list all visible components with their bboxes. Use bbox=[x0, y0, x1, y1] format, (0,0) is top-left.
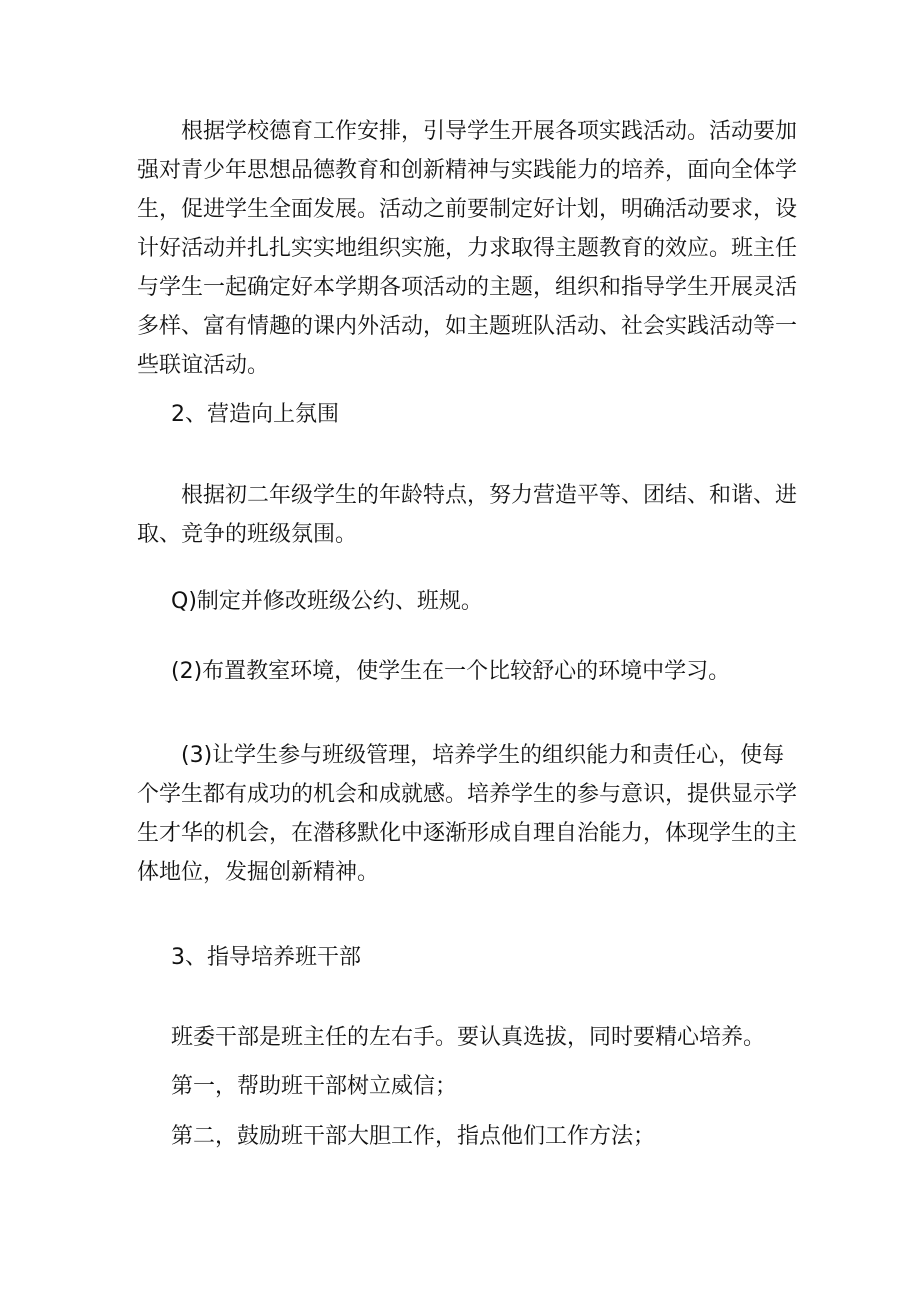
paragraph-atmosphere: 根据初二年级学生的年龄特点，努力营造平等、团结、和谐、进取、竞争的班级氛围。 bbox=[137, 483, 798, 547]
paragraph-cadres: 班委干部是班主任的左右手。要认真选拔，同时要精心培养。 bbox=[171, 1025, 766, 1050]
section-heading-2: 2、营造向上氛围 bbox=[171, 402, 339, 427]
paragraph-activities: 根据学校德育工作安排，引导学生开展各项实践活动。活动要加强对青少年思想品德教育和创新精神与实践能力的培养，面向全体学生，促进学生全面发展。活动之前要制定好计划，明确活动要求，设计好活动并扎扎实实地组织实施，力求取得主题教育的效应。班主任与学生一起确定好本学期各项活动的主题，组织和指导学生开展灵活多样、富有情趣的课内外活动，如主题班队活动、社会实践活动等一些联谊活动。 bbox=[137, 119, 798, 378]
point-2: 第二，鼓励班干部大胆工作，指点他们工作方法； bbox=[171, 1124, 656, 1149]
list-item-2: (2)布置教室环境，使学生在一个比较舒心的环境中学习。 bbox=[171, 659, 731, 684]
list-item-1: Q)制定并修改班级公约、班规。 bbox=[171, 589, 483, 614]
point-1: 第一，帮助班干部树立威信； bbox=[171, 1074, 458, 1099]
list-item-3: (3)让学生参与班级管理，培养学生的组织能力和责任心，使每个学生都有成功的机会和成就感。培养学生的参与意识，提供显示学生才华的机会，在潜移默化中逐渐形成自理自治能力，体现学生的主体地位，发掘创新精神。 bbox=[137, 743, 798, 885]
section-heading-3: 3、指导培养班干部 bbox=[171, 945, 361, 970]
